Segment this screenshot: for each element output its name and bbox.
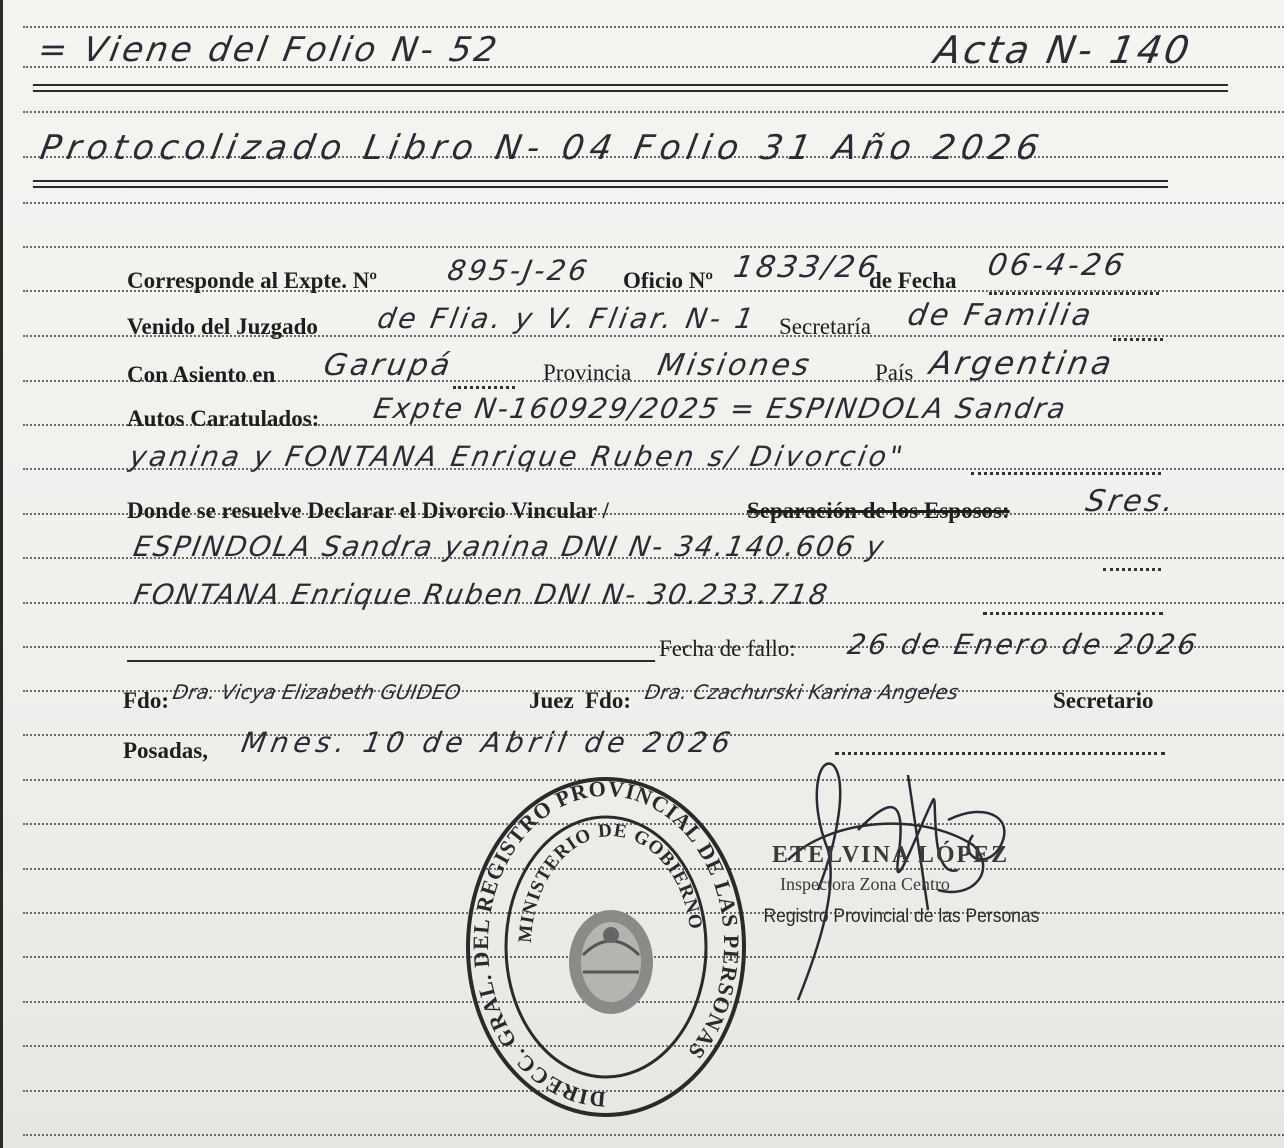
esposo-line: FONTANA Enrique Ruben DNI N- 30.233.718 — [131, 578, 832, 611]
fecha-label: de Fecha — [869, 268, 957, 293]
pais-label: País — [875, 360, 914, 385]
asiento-label: Con Asiento en — [127, 362, 276, 387]
stamp-title: Inspectora Zona Centro — [780, 874, 950, 894]
protocolizado-line: Protocolizado Libro N- 04 Folio 31 Año 2026 — [37, 128, 1048, 168]
provincia-value: Misiones — [655, 348, 815, 383]
donde-label: Donde se resuelve Declarar el Divorcio Vincular / — [127, 498, 609, 523]
autos-label: Autos Caratulados: — [127, 406, 320, 431]
secretario-name: Dra. Czachurski Karina Angeles — [643, 680, 961, 704]
fdo-label-2: Fdo: — [585, 688, 631, 713]
header-rule — [33, 84, 1228, 86]
secretario-label: Secretario — [1053, 688, 1154, 713]
oficio-label: Oficio Nº — [623, 268, 713, 293]
provincia-label: Provincia — [543, 360, 632, 385]
official-seal — [461, 757, 751, 1127]
venido-label: Venido del Juzgado — [127, 314, 318, 339]
protocolizado-rule — [33, 180, 1168, 182]
fallo-underline — [127, 660, 655, 662]
oficio-value: 1833/26 — [731, 250, 883, 285]
fdo-label: Fdo: — [123, 688, 169, 713]
seal-inner-text: MINISTERIO DE GOBIERNO — [514, 819, 707, 944]
coat-of-arms-emblem — [569, 910, 653, 1014]
juez-label: Juez — [529, 688, 574, 713]
stamp-office: Registro Provincial de las Personas — [763, 904, 1040, 927]
posadas-label: Posadas, — [123, 738, 208, 763]
header-rule-2 — [33, 90, 1228, 92]
autos-line-2: yanina y FONTANA Enrique Ruben s/ Divorcio" — [127, 440, 909, 473]
seal-outer-text: DIRECC. GRAL. DEL REGISTRO PROVINCIAL DE LAS PERSONAS — [467, 775, 745, 1113]
fecha-fallo-value: 26 de Enero de 2026 — [845, 628, 1202, 661]
asiento-value: Garupá — [321, 348, 456, 383]
viene-del-folio: = Viene del Folio N- 52 — [35, 30, 503, 70]
signature-area — [758, 760, 1178, 1010]
separacion-label: Separación de los Esposos: — [747, 498, 1010, 523]
autos-line-1: Expte N-160929/2025 = ESPINDOLA Sandra — [371, 392, 1070, 425]
fecha-fallo-label: Fecha de fallo: — [659, 636, 796, 661]
corresponde-label: Corresponde al Expte. Nº — [127, 268, 377, 293]
protocolizado-rule-2 — [33, 186, 1168, 188]
esposa-line: ESPINDOLA Sandra yanina DNI N- 34.140.606 y — [131, 530, 889, 563]
secretaria-label: Secretaría — [779, 314, 871, 339]
juez-name: Dra. Vicya Elizabeth GUIDEO — [171, 680, 463, 704]
expte-value: 895-J-26 — [445, 254, 593, 287]
secretaria-value: de Familia — [905, 298, 1097, 333]
pais-value: Argentina — [927, 344, 1118, 382]
fecha-value: 06-4-26 — [985, 248, 1130, 283]
acta-number: Acta N- 140 — [931, 28, 1196, 72]
stamp-name: ETELVINA LÓPEZ — [772, 842, 1010, 868]
esposos-value: Sres. — [1083, 484, 1180, 519]
juzgado-value: de Flia. y V. Fliar. N- 1 — [375, 302, 759, 335]
posadas-value: Mnes. 10 de Abril de 2026 — [239, 726, 738, 759]
